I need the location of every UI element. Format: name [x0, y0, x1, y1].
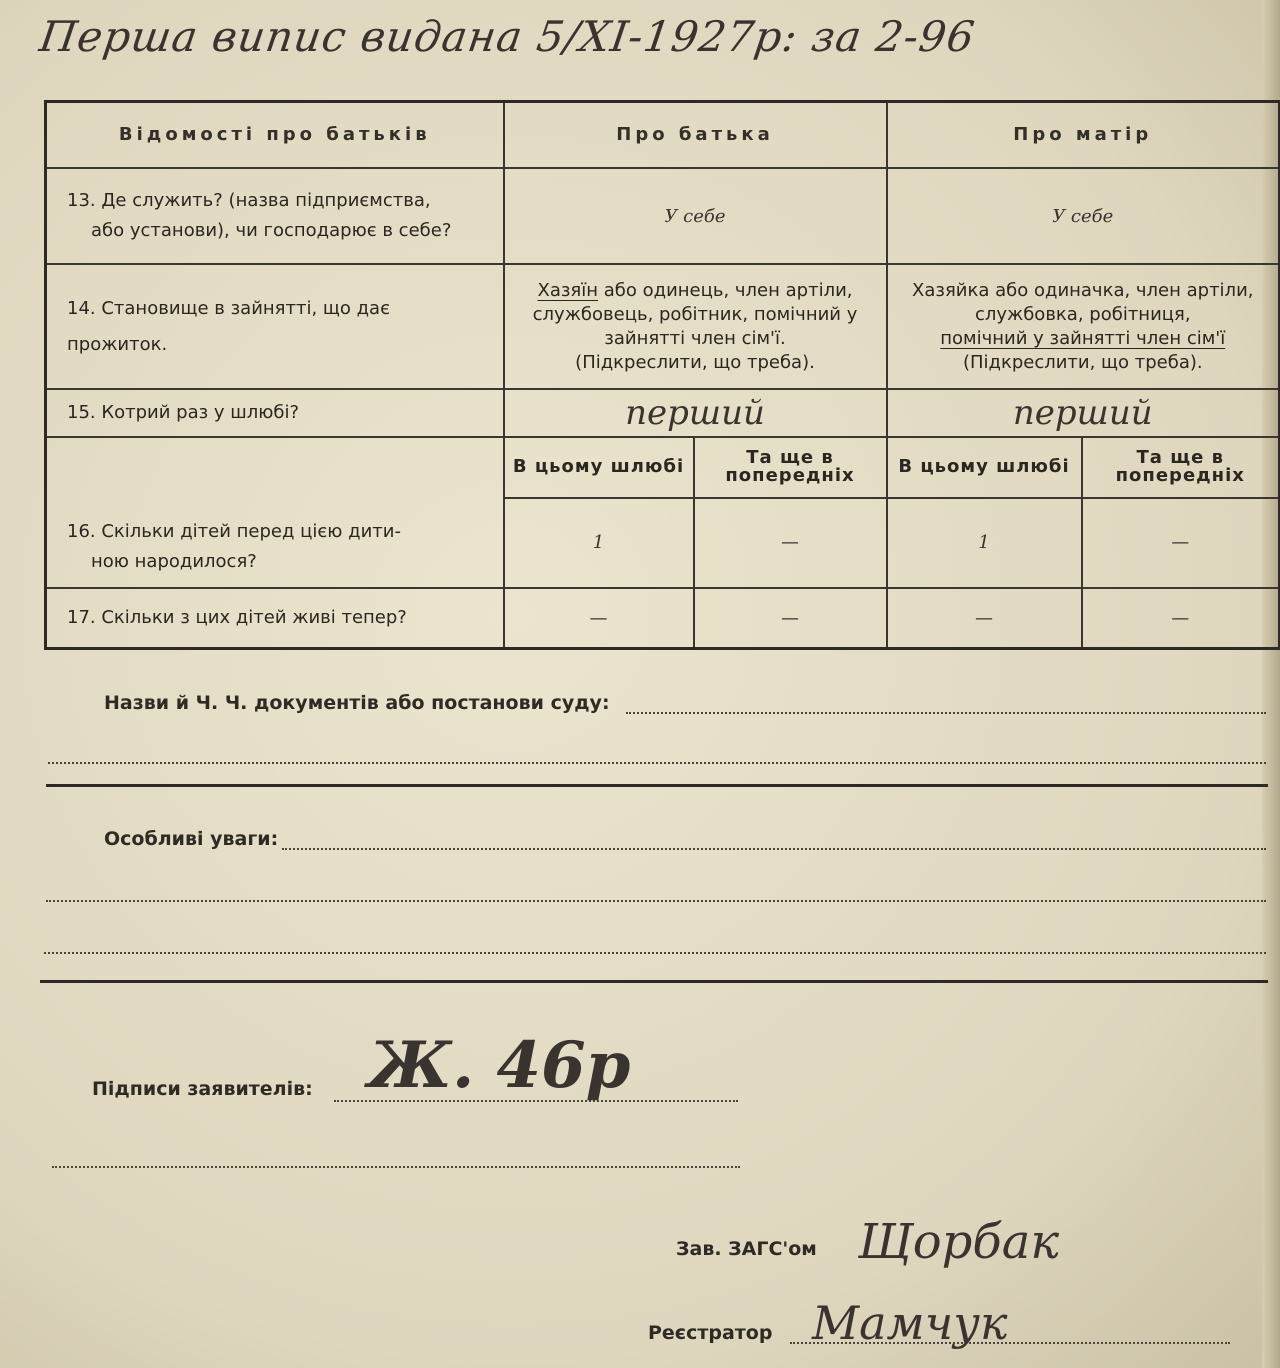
section-divider-1 [46, 784, 1268, 787]
row-q14 [46, 264, 1280, 389]
question-16-line1: 16. Скільки дітей перед цією дити- [67, 521, 401, 543]
handwritten-top-note: Перша випис видана 5/XI-1927р: за 2-96 [36, 12, 979, 61]
question-14 [46, 264, 504, 389]
answer-13-mother: У себе [887, 168, 1280, 265]
head-zags-label: Зав. ЗАГС'ом [676, 1238, 817, 1260]
answer-16-mother-this: 1 [887, 498, 1082, 588]
father-selected-option: Хазяїн [537, 279, 599, 301]
documents-line-2 [48, 762, 1266, 764]
question-14-line2: прожиток. [67, 333, 168, 355]
answer-15-father: перший [504, 389, 887, 437]
father-note: (Підкреслити, що треба). [575, 351, 815, 373]
answer-17-father-this: — [504, 588, 694, 648]
father-options: або одинець, член артіли, службовець, робітник, помічний у зайнятті член сім'ї. [532, 279, 858, 349]
header-parents-info: Відомості про батьків [46, 102, 504, 168]
section-divider-2 [40, 980, 1268, 983]
mother-note: (Підкреслити, що треба). [962, 351, 1203, 373]
registrar-label: Реєстратор [648, 1322, 773, 1344]
answer-15-mother: перший [887, 389, 1280, 437]
sub-header-father-previous: Та ще в попередніх [694, 437, 887, 497]
sub-header-mother-this: В цьому шлюбі [887, 437, 1082, 497]
signatures-line-2 [52, 1166, 740, 1168]
signatures-label: Підписи заявителів: [92, 1078, 313, 1100]
registrar-signature: Мамчук [812, 1296, 1008, 1350]
remarks-line-1 [282, 848, 1266, 850]
remarks-label: Особливі уваги: [104, 828, 279, 850]
documents-line-1 [626, 712, 1266, 714]
header-mother: Про матір [887, 102, 1280, 168]
applicant-signature: Ж. 46р [368, 1028, 631, 1103]
question-17: 17. Скільки з цих дітей живі тепер? [46, 588, 504, 648]
answer-17-mother-previous: — [1082, 588, 1280, 648]
answer-14-father [504, 264, 887, 389]
table-header-row [46, 102, 1280, 168]
answer-14-mother [887, 264, 1280, 389]
question-13-line1: 13. Де служить? (назва підприємства, [67, 190, 431, 212]
question-16-line2: ною народилося? [91, 551, 257, 573]
row-sub-headers [46, 437, 1280, 497]
row-q13 [46, 168, 1280, 265]
mother-options: Хазяйка або одиначка, член артіли, службовка, робітниця, [912, 279, 1254, 325]
parents-info-table [44, 100, 1280, 650]
answer-17-mother-this: — [887, 588, 1082, 648]
sub-header-father-this: В цьому шлюбі [504, 437, 694, 497]
answer-16-mother-previous: — [1082, 498, 1280, 588]
question-14-line1: 14. Становище в зайнятті, що дає [67, 297, 390, 319]
row-q15 [46, 389, 1280, 437]
mother-selected-option: помічний у зайнятті член сім'ї [940, 327, 1226, 349]
remarks-line-3 [44, 952, 1266, 954]
question-13 [46, 168, 504, 265]
header-father: Про батька [504, 102, 887, 168]
sub-header-mother-previous: Та ще в попередніх [1082, 437, 1280, 497]
row-q17 [46, 588, 1280, 648]
answer-13-father: У себе [504, 168, 887, 265]
question-16 [46, 437, 504, 588]
answer-16-father-this: 1 [504, 498, 694, 588]
head-zags-signature: Щорбак [858, 1214, 1059, 1270]
question-15: 15. Котрий раз у шлюбі? [46, 389, 504, 437]
documents-label: Назви й Ч. Ч. документів або постанови суду: [104, 692, 610, 714]
answer-16-father-previous: — [694, 498, 887, 588]
remarks-line-2 [46, 900, 1266, 902]
answer-17-father-previous: — [694, 588, 887, 648]
question-13-line2: або установи), чи господарює в себе? [91, 220, 452, 242]
